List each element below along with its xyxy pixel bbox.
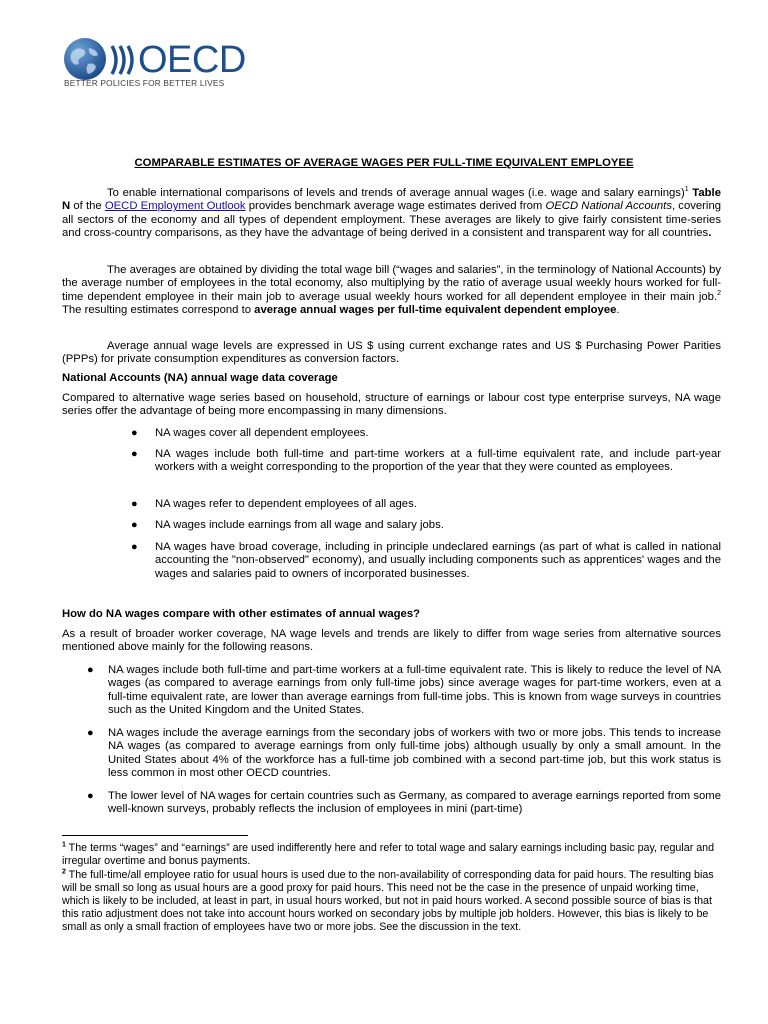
footnote-2: $^2$ The full-time/all employee ratio for usual hours is used due to the non-availability of corresponding data for paid hours. The resulting bias will be small so long as usual hours are a good proxy for paid hours. This need not be the case in the presence of unpaid working time, which is likely to be included, at least in part, in usual hours worked, but not in paid hours worked. A second possible source of bias is that this ratio adjustment does not take into account hours worked on secondary jobs by multiple job holders. However, this bias is likely to be small as only a small fraction of employees have two or more jobs. See the discussion in the text.: [62, 868, 714, 933]
bullet-icon: ●: [131, 541, 138, 553]
page-title: COMPARABLE ESTIMATES OF AVERAGE WAGES PER FULL-TIME EQUIVALENT EMPLOYEE: [134, 157, 634, 169]
footnote-1: $^1$ The terms “wages” and “earnings” are used indifferently here and refer to total wage and salary earnings including basic pay, regular and irregular overtime and bonus payments.: [62, 841, 715, 867]
bullet-icon: ●: [87, 664, 94, 676]
list-item: NA wages refer to dependent employees of all ages.: [155, 498, 417, 510]
bullet-icon: ●: [131, 519, 138, 531]
intro-paragraph-2: The averages are obtained by dividing the total wage bill (“wages and salaries”, in the terminology of National Accounts) by the average number of employees in the total economy, also multiplying by the ratio of average usual weekly hours worked for full-time dependent employee in their main job to average usual weekly hours worked for all dependent employee in their main job.$^2$ The resulting estimates correspond to average annual wages per full-time equivalent dependent employee.: [62, 264, 721, 316]
list-item: NA wages have broad coverage, including in principle undeclared earnings (as part of what is called in national accounting the "non-observed" economy), and usually including components such as apprentices' wages and the wages and salaries paid to owners of incorporated businesses.: [155, 541, 721, 580]
footnote-ref-2[interactable]: 2: [717, 289, 721, 297]
oecd-employment-outlook-link[interactable]: OECD Employment Outlook: [104, 200, 246, 213]
intro-paragraph-3: Average annual wage levels are expressed in US $ using current exchange rates and US $ Purchasing Power Parities (PPPs) for private consumption expenditures as conversion factors.: [62, 340, 721, 366]
intro-paragraph-1: To enable international comparisons of levels and trends of average annual wages (i.e. wage and salary earnings)$^1$ Table N of the OECD Employment Outlook provides benchmark average wage estimates derived from OECD National Accounts, covering all sectors of the economy and all types of dependent employment. These averages are likely to give fairly consistent time-series and cross-country comparisons, as they have the advantage of being derived in a consistent and transparent way for all countries.: [62, 186, 722, 239]
bullet-icon: ●: [87, 727, 94, 739]
globe-icon: [62, 36, 108, 82]
logo-wordmark: OECD: [138, 39, 246, 81]
footnote-ref-1[interactable]: 1: [684, 186, 689, 194]
section2-intro: As a result of broader worker coverage, NA wage levels and trends are likely to differ from wage series from alternative sources mentioned above mainly for the following reasons.: [62, 628, 721, 654]
list-item: NA wages cover all dependent employees.: [155, 427, 369, 439]
chevrons-icon: [110, 42, 136, 78]
logo-tagline: BETTER POLICIES FOR BETTER LIVES: [64, 78, 225, 88]
list-item: NA wages include both full-time and part-time workers at a full-time equivalent rate, and include part-year workers with a weight corresponding to the proportion of the year that they were counted as employees.: [155, 448, 721, 474]
list-item: NA wages include earnings from all wage and salary jobs.: [155, 519, 444, 531]
bullet-icon: ●: [131, 427, 138, 439]
section-heading-comparison: How do NA wages compare with other estimates of annual wages?: [62, 608, 421, 620]
section1-intro: Compared to alternative wage series based on household, structure of earnings or labour cost type enterprise surveys, NA wage series offer the advantage of being more encompassing in many dimensions.: [62, 392, 721, 418]
section-heading-na-coverage: National Accounts (NA) annual wage data coverage: [62, 372, 338, 384]
oecd-logo: [62, 36, 262, 92]
list-item: NA wages include the average earnings from the secondary jobs of workers with two or more jobs. This tends to increase NA wages (as compared to average earnings from only full-time jobs) although usually by only a small amount. In the United States about 4% of the workforce has a full-time job combined with a second part-time job, but this work status is less common in most other OECD countries.: [108, 727, 721, 779]
bullet-icon: ●: [131, 448, 138, 460]
list-item: NA wages include both full-time and part-time workers at a full-time equivalent rate. This is likely to reduce the level of NA wages (as compared to average earnings from only full-time jobs) since average wages for part-time workers, even at a full-time equivalent rate, are lower than average earnings from full-time jobs. This is known from wage surveys in countries such as the United Kingdom and the United States.: [108, 664, 721, 716]
bullet-icon: ●: [87, 790, 94, 802]
list-item: The lower level of NA wages for certain countries such as Germany, as compared to average earnings reported from some well-known surveys, probably reflects the inclusion of employees in mini (part-time): [108, 790, 721, 816]
footnote-divider: [62, 835, 248, 836]
bullet-icon: ●: [131, 498, 138, 510]
